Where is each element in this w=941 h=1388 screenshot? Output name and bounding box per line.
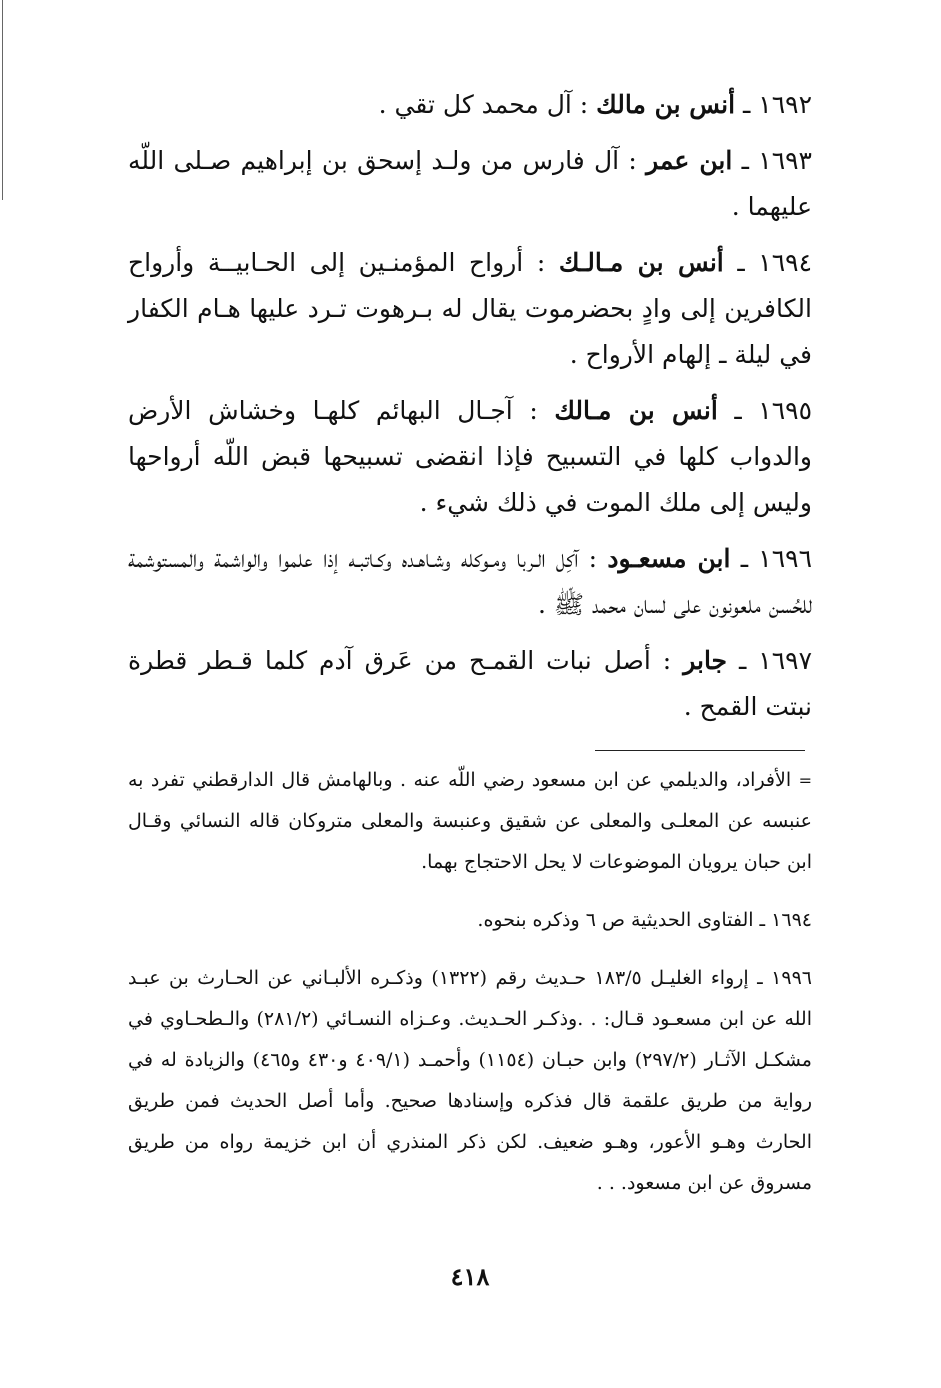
entry-colon: : (578, 544, 598, 573)
entry-text: أصل نبات القمـح من عَرق آدم كلما قـطر قطرة نبتت القمح . (128, 646, 812, 721)
hadith-entry-1694 (128, 240, 812, 378)
entry-dash: ـ (723, 248, 745, 277)
hadith-entry-1692 (128, 82, 812, 128)
entry-number: ١٦٩٦ (758, 544, 812, 573)
entry-number: ١٦٩٢ (758, 90, 812, 119)
hadith-entries (128, 82, 812, 740)
page-number: ٤١٨ (450, 1262, 490, 1291)
hadith-entry-1695 (128, 388, 812, 526)
entry-dash: ـ (727, 646, 747, 675)
entry-narrator: ابن مسعـود (607, 544, 731, 573)
entry-dash: ـ (735, 90, 751, 119)
entry-text: آل فارس من ولـد إسحق بن إبراهيم صـلى اللّه عليهما . (128, 146, 812, 221)
entry-number: ١٦٩٧ (758, 646, 812, 675)
entry-narrator: أنس بن مالك (596, 90, 736, 119)
entry-colon: : (523, 248, 546, 277)
entry-number: ١٦٩٣ (758, 146, 812, 175)
entry-dash: ـ (730, 544, 749, 573)
entry-narrator: ابن عمر (646, 146, 733, 175)
entry-colon: : (512, 396, 538, 425)
hadith-entry-1693 (128, 138, 812, 230)
entry-text: أرواح المؤمنـين إلى الحـابيــة وأرواح الكافرين إلى وادٍ بحضرموت يقال له بـرهوت تـرد عليها هـام الكفار في ليلة ـ إلهام الأرواح . (128, 248, 812, 369)
footnote-continuation (128, 760, 812, 883)
entry-text: آجـال البهائم كلهـا وخشاش الأرض والدواب كلها في التسبيح فإذا انقضى تسبيحها قبض اللّه أرواحها وليس إلى ملك الموت في ذلك شيء . (128, 396, 812, 517)
entry-text: آكِل الـربا ومـوكله وشـاهـده وكـاتبـه إذا علموا والواشمة والمستوشمة للحُسن ملعونون على لسان محمد ﷺ . (128, 544, 812, 619)
footnote-text: الأفراد، والديلمي عن ابن مسعود رضي اللّه عنه . وبالهامش قال الدارقطني تفرد به عنبسه عن المعلـى والمعلى عن شقيق وعنبسة والمعلى متروكان قاله النسائي وقـال ابن حبان يرويان الموضوعات لا يحل الاحتجاج بهما. (128, 769, 812, 873)
entry-number: ١٦٩٤ (758, 248, 812, 277)
entry-narrator: أنس بن مـالك (554, 396, 718, 425)
continuation-mark: = (798, 771, 812, 790)
entry-narrator: جابر (683, 646, 728, 675)
hadith-entry-1697 (128, 638, 812, 730)
entry-colon: : (571, 90, 589, 119)
footnote-1996: ١٩٩٦ ـ إرواء الغليـل ١٨٣/٥ حـديث رقم (١٣٢٢) وذكـره الألبـاني عن الحـارث بن عبـد الله عن ابن مسعـود قـال: . .وذكـر الحـديث. وعـزاه النسـائي (٢٨١/٢) والـطحـاوي في مشكـل الآثـار (٢٩٧/٢) وابن حبـان (١١٥٤) وأحمـد (٤٠٩/١ و٤٣٠ و٤٦٥) والزيادة له في رواية من طريق علقمة قال فذكره وإسنادها صحيح. وأما أصل الحديث فمن طريق الحارث وهـو الأعور، وهـو ضعيف. لكن ذكر المنذري أن ابن خزيمة رواه من طريق مسروق عن ابن مسعود. . . (128, 967, 812, 1194)
entry-colon: : (619, 146, 637, 175)
hadith-entry-1696 (128, 536, 812, 628)
entry-narrator: أنس بن مـالـك (558, 248, 724, 277)
footnotes (128, 760, 812, 1221)
entry-number: ١٦٩٥ (758, 396, 812, 425)
entry-dash: ـ (717, 396, 742, 425)
entry-colon: : (650, 646, 672, 675)
entry-text: آل محمد كل تقي . (378, 90, 572, 119)
footnote-1694: ١٦٩٤ ـ الفتاوى الحديثية ص ٦ وذكره بنحوه. (477, 909, 812, 931)
footnote-separator (595, 750, 805, 751)
binding-edge-line (2, 0, 3, 200)
entry-dash: ـ (732, 146, 749, 175)
